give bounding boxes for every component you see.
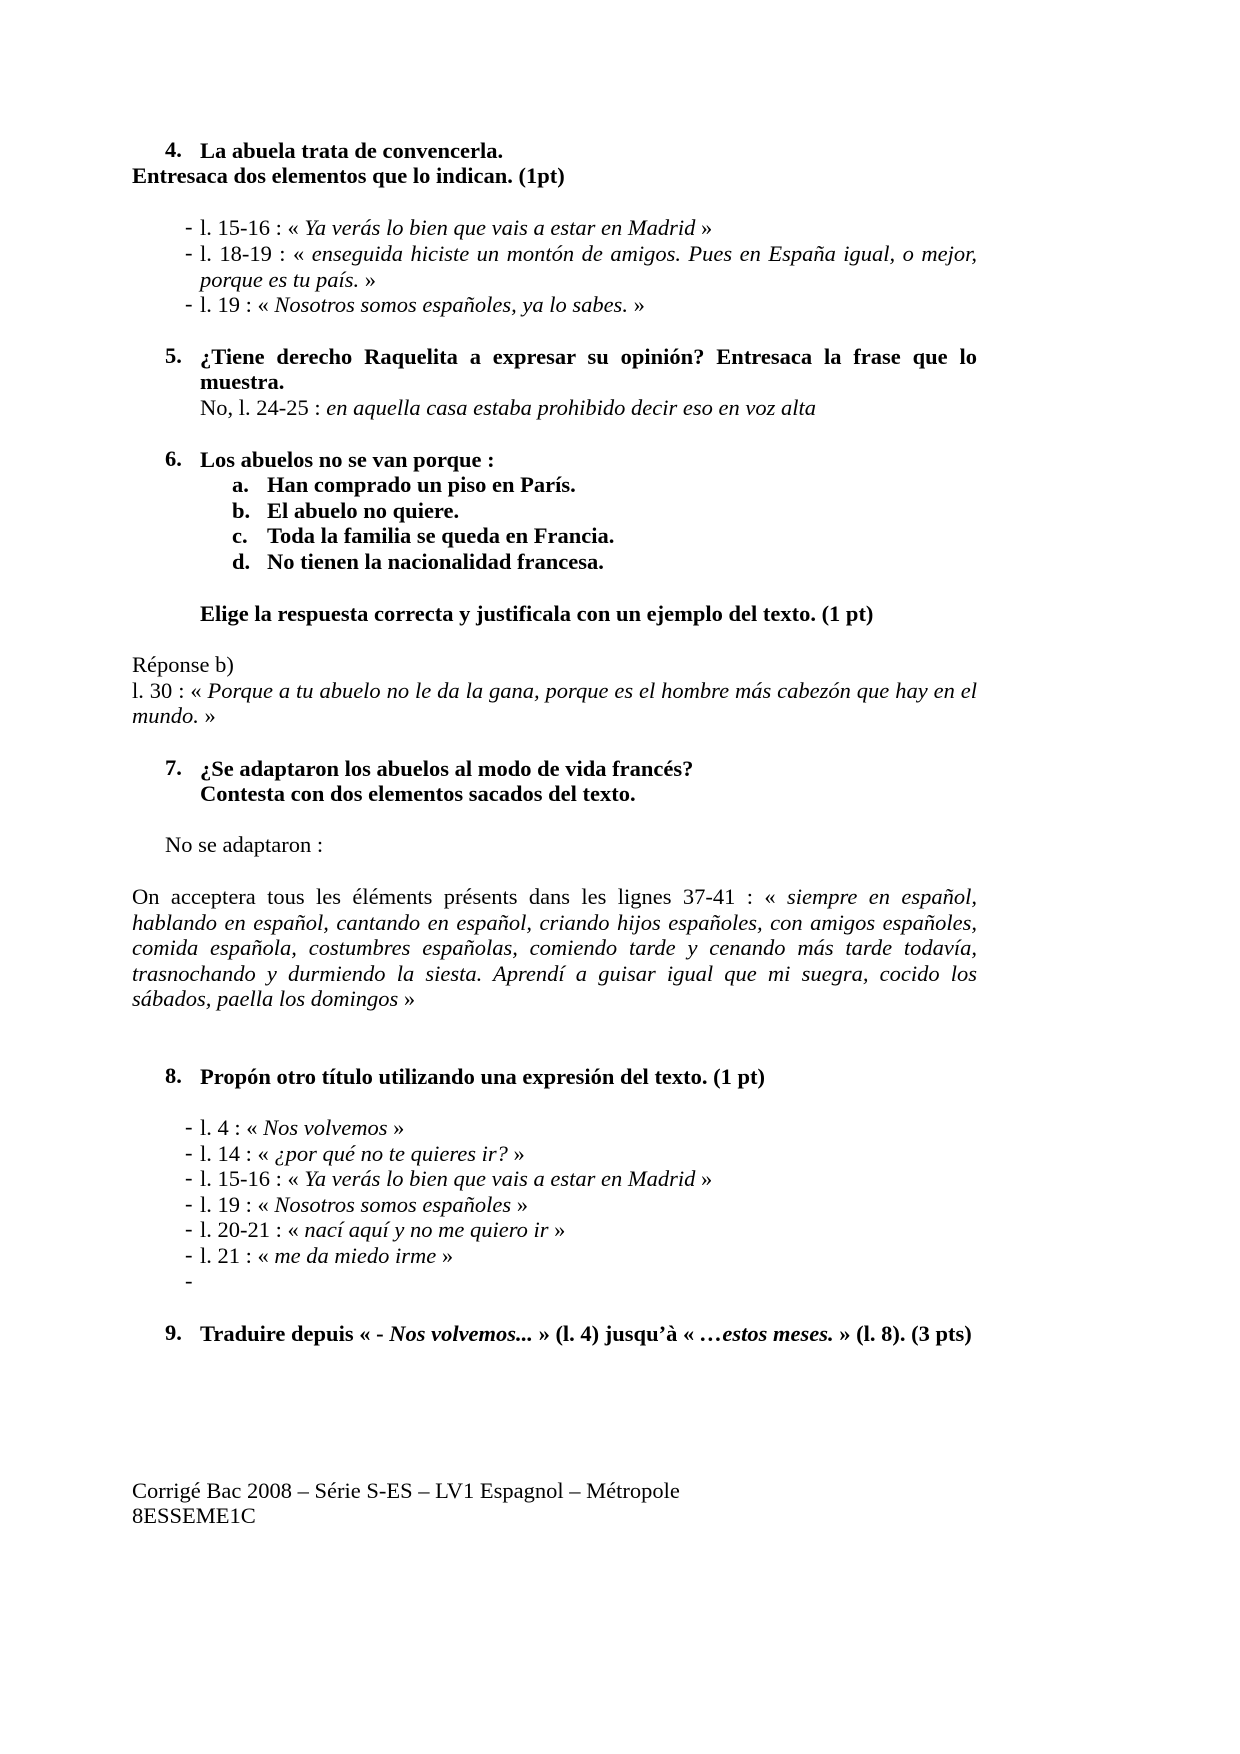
q5-title-line2: muestra.: [200, 369, 285, 394]
q6-answer-line2: mundo. »: [132, 703, 216, 728]
q9-number: 9.: [165, 1320, 182, 1345]
q7-answer: No se adaptaron :: [165, 832, 324, 857]
q6-answer-label: Réponse b): [132, 652, 234, 677]
q4-item-1: l. 15-16 : « Ya verás lo bien que vais a estar en Madrid »: [200, 215, 713, 240]
q6-answer-line1: l. 30 : « Porque a tu abuelo no le da la gana, porque es el hombre más cabezón que hay en el: [132, 678, 977, 703]
q4-item-3: l. 19 : « Nosotros somos españoles, ya lo sabes. »: [200, 292, 645, 317]
q8-item-dash: -: [185, 1165, 193, 1190]
q7-number: 7.: [165, 755, 182, 780]
q4-item-dash: -: [185, 240, 193, 265]
footer-line2: 8ESSEME1C: [132, 1503, 256, 1528]
q7-title-line1: ¿Se adaptaron los abuelos al modo de vida francés?: [200, 756, 694, 781]
q8-item-dash: -: [185, 1216, 193, 1241]
q8-item-2: l. 14 : « ¿por qué no te quieres ir? »: [200, 1141, 525, 1166]
q8-number: 8.: [165, 1063, 182, 1088]
q4-number: 4.: [165, 137, 182, 162]
q8-item-4: l. 19 : « Nosotros somos españoles »: [200, 1192, 528, 1217]
q4-subtitle: Entresaca dos elementos que lo indican. (1pt): [132, 163, 565, 188]
q9-title: Traduire depuis « - Nos volvemos... » (l. 4) jusqu’à « …estos meses. » (l. 8). (3 pts): [200, 1321, 972, 1346]
q4-item-2: l. 18-19 : « enseguida hiciste un montón de amigos. Pues en España igual, o mejor,: [200, 241, 978, 266]
q8-empty-dash: -: [185, 1268, 193, 1293]
q4-item-dash: -: [185, 214, 193, 239]
q6-option-d: No tienen la nacionalidad francesa.: [267, 549, 604, 574]
q8-item-dash: -: [185, 1191, 193, 1216]
q6-instruction: Elige la respuesta correcta y justificala con un ejemplo del texto. (1 pt): [200, 601, 874, 626]
q6-number: 6.: [165, 446, 182, 471]
q6-option-a: Han comprado un piso en París.: [267, 472, 576, 497]
q6-option-letter: c.: [232, 523, 248, 548]
q6-option-b: El abuelo no quiere.: [267, 498, 460, 523]
q5-answer: No, l. 24-25 : en aquella casa estaba prohibido decir eso en voz alta: [200, 395, 816, 420]
q6-option-letter: d.: [232, 549, 251, 574]
q8-item-dash: -: [185, 1242, 193, 1267]
q7-para-line4: trasnochando y durmiendo la siesta. Aprendí a guisar igual que mi suegra, cocido los: [132, 961, 977, 986]
q8-item-5: l. 20-21 : « nací aquí y no me quiero ir »: [200, 1217, 566, 1242]
q6-option-letter: b.: [232, 498, 251, 523]
q8-item-1: l. 4 : « Nos volvemos »: [200, 1115, 405, 1140]
q6-option-letter: a.: [232, 472, 249, 497]
q6-title: Los abuelos no se van porque :: [200, 447, 495, 472]
q7-para-line1: On acceptera tous les éléments présents dans les lignes 37-41 : « siempre en español,: [132, 884, 977, 909]
q5-number: 5.: [165, 343, 182, 368]
q8-item-3: l. 15-16 : « Ya verás lo bien que vais a estar en Madrid »: [200, 1166, 713, 1191]
q8-item-6: l. 21 : « me da miedo irme »: [200, 1243, 454, 1268]
q7-para-line3: comida española, costumbres españolas, comiendo tarde y cenando más tarde todavía,: [132, 935, 977, 960]
q7-title-line2: Contesta con dos elementos sacados del texto.: [200, 781, 636, 806]
q8-item-dash: -: [185, 1114, 193, 1139]
q4-item-2-cont: porque es tu país. »: [200, 267, 377, 292]
q8-item-dash: -: [185, 1140, 193, 1165]
q4-title: La abuela trata de convencerla.: [200, 138, 504, 163]
q6-option-c: Toda la familia se queda en Francia.: [267, 523, 615, 548]
q4-item-dash: -: [185, 291, 193, 316]
footer-line1: Corrigé Bac 2008 – Série S-ES – LV1 Espagnol – Métropole: [132, 1478, 680, 1503]
q8-title: Propón otro título utilizando una expresión del texto. (1 pt): [200, 1064, 766, 1089]
q5-title-line1: ¿Tiene derecho Raquelita a expresar su opinión? Entresaca la frase que lo: [200, 344, 977, 369]
q7-para-line5: sábados, paella los domingos »: [132, 986, 416, 1011]
q7-para-line2: hablando en español, cantando en español, criando hijos españoles, con amigos españoles,: [132, 910, 977, 935]
